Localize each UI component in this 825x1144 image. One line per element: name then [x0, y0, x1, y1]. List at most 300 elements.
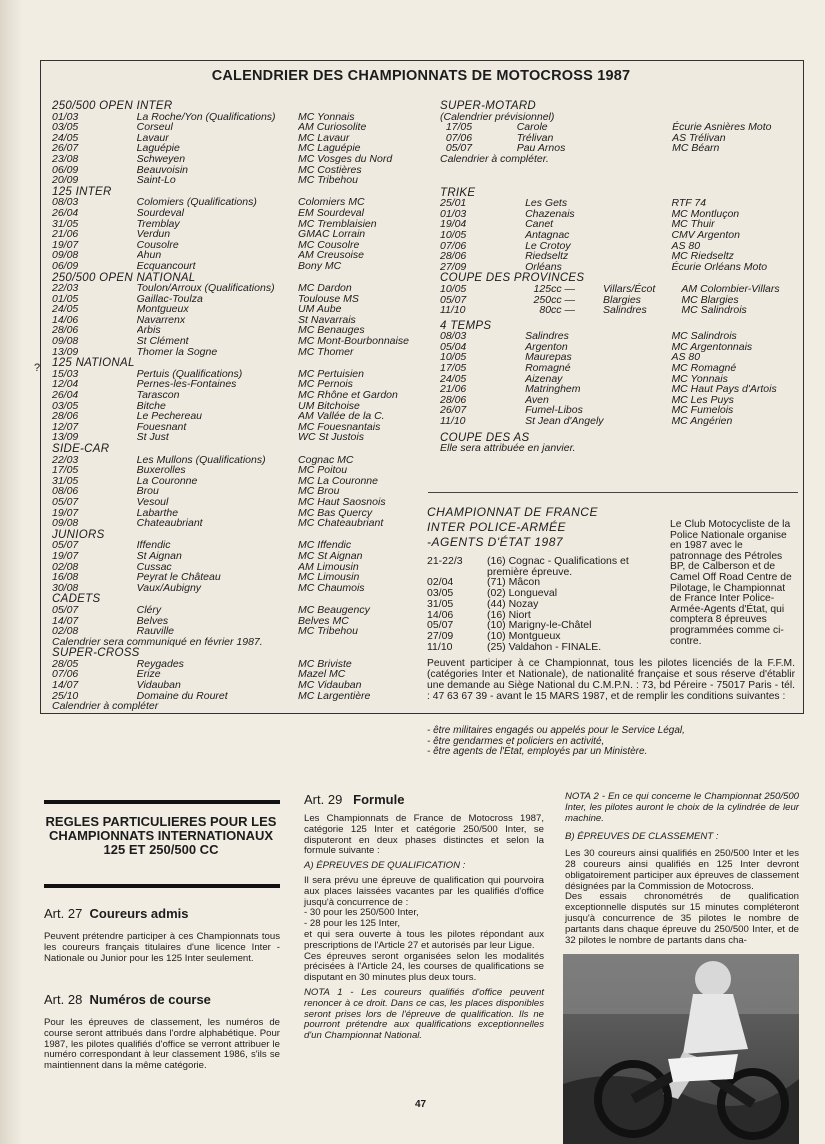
calendar-row: [52, 422, 424, 433]
rules-heading: REGLES PARTICULIERES POUR LES CHAMPIONNATS INTERNATIONAUX 125 ET 250/500 CC: [45, 814, 277, 857]
event-date: 05/07: [440, 293, 467, 306]
section-heading: 125 NATIONAL: [52, 357, 135, 370]
event-date: 13/09: [52, 431, 79, 444]
event-place: Riedseltz: [525, 250, 569, 263]
event-place: Saint-Lo: [136, 175, 176, 186]
calendar-row: [52, 401, 424, 412]
calendar-row: [52, 336, 424, 347]
police-event-place: (71) Mâcon: [487, 576, 541, 589]
event-club: MC Angérien: [671, 415, 733, 428]
event-place: Iffendic: [136, 540, 171, 551]
event-date: 08/03: [52, 196, 79, 209]
calendar-row: [52, 369, 424, 380]
event-club: MC Salindrois: [681, 304, 747, 317]
calendar-row: [440, 284, 800, 295]
calendar-row: [52, 616, 424, 627]
police-event-date: 27/09: [427, 629, 454, 642]
art27-number: Art. 27: [44, 906, 83, 921]
event-place: La Roche/Yon (Qualifications): [136, 111, 276, 123]
calendar-row: [52, 551, 424, 562]
art29-text-a: Il sera prévu une épreuve de qualification qui pourvoira aux places laissées vacantes par les qualifiés d'office jusqu'à concurrence de :: [304, 874, 544, 908]
event-place: La Couronne: [136, 475, 198, 487]
event-place: Trélivan: [516, 131, 554, 144]
calendar-row: [52, 659, 424, 670]
event-club: MC Pernois: [298, 379, 353, 391]
section-heading: 250/500 OPEN NATIONAL: [52, 271, 196, 284]
art29-column: [304, 814, 544, 1042]
calendar-row: [52, 540, 424, 551]
event-club: AM Creusoise: [298, 250, 364, 261]
event-club: MC Thomer: [298, 346, 354, 358]
event-club: UM Aube: [298, 304, 342, 315]
calendar-row: [52, 250, 424, 261]
event-date: 10/05: [440, 282, 467, 295]
event-date: 31/05: [52, 217, 79, 230]
event-club: MC Limousin: [298, 572, 360, 583]
event-date: 23/08: [52, 152, 79, 165]
art29-number: Art. 29: [304, 792, 343, 807]
event-club: MC Cousolre: [298, 239, 360, 251]
calendar-row: [52, 315, 424, 326]
police-organizer-text: Le Club Motocycliste de la Police Nationale organise en 1987 avec le patronnage des Pétroles BP, de Calberson et de Camel Off Road Centre de Pilotage, le Championnat de France Inter Police-Armée-Agents d'État, qui comptera 8 épreuves programmées comme ci-contre.: [670, 519, 792, 647]
calendar-row: [52, 133, 424, 144]
event-place: Montgueux: [136, 304, 189, 315]
police-event-date: 03/05: [427, 587, 454, 600]
event-place: Chazenais: [525, 207, 575, 220]
police-championship-title: [427, 505, 598, 550]
art27-text: Peuvent prétendre participer à ces Championnats tous les coureurs français titulaires d'une licence Inter - Nationale ou Junior pour les 125 Inter seulement.: [44, 931, 280, 964]
calendar-row: [440, 133, 800, 144]
calendar-row: [440, 405, 800, 416]
spacer: [440, 316, 800, 320]
event-place: Aven: [525, 393, 549, 406]
event-place: Lavaur: [136, 132, 169, 144]
event-club: MC Briviste: [298, 658, 352, 670]
police-event-place: (02) Longueval: [487, 587, 558, 600]
event-place: Fouesnant: [136, 421, 187, 433]
event-club: MC Chaumois: [298, 582, 365, 594]
calendar-row: [52, 411, 424, 422]
event-date: 09/08: [52, 249, 79, 262]
calendar-row: [440, 122, 800, 133]
police-event-row: [427, 599, 629, 610]
police-event-row: [427, 642, 629, 653]
event-date: 05/07: [52, 603, 79, 616]
event-club: Écurie Asnières Moto: [672, 121, 772, 134]
event-date: 05/04: [440, 340, 467, 353]
calendar-row: [440, 342, 800, 353]
event-date: 14/07: [52, 614, 79, 627]
event-date: 24/05: [52, 303, 79, 316]
motocross-rider-photo: [563, 954, 799, 1144]
art29-text-a3: Ces épreuves seront organisées selon les modalités précisées à l'Article 24, les courses de qualifications se disputant en 30 minutes plus deux tours.: [304, 950, 544, 984]
event-date: 25/10: [52, 689, 79, 702]
event-club: MC Costières: [298, 164, 362, 176]
event-club: RTF 74: [671, 197, 707, 210]
event-place: Reygades: [136, 658, 184, 670]
event-club: Belves MC: [298, 615, 349, 627]
calendar-row: [440, 262, 800, 273]
art29-sub-a: A) ÉPREUVES DE QUALIFICATION :: [304, 860, 466, 872]
event-club: MC Laguépie: [298, 143, 361, 154]
event-club: Toulouse MS: [298, 293, 359, 305]
event-place: St Jean d'Angely: [525, 415, 604, 428]
event-place: Pertuis (Qualifications): [136, 368, 243, 380]
event-date: 19/07: [52, 549, 79, 562]
event-club: MC Dardon: [298, 283, 352, 294]
event-club: MC Rhône et Gardon: [298, 390, 398, 401]
police-event-place: (16) Cognac - Qualifications et: [487, 555, 629, 567]
event-place: Beauvoisin: [136, 164, 189, 176]
condition-item: - être militaires engagés ou appelés pour le Service Légal,: [427, 725, 685, 736]
event-place: Arbis: [136, 325, 161, 337]
event-club: MC Fouesnantais: [298, 421, 381, 433]
event-place: Tarascon: [136, 390, 180, 401]
event-club: MC Thuir: [671, 218, 715, 231]
police-event-place: (10) Montgueux: [487, 629, 561, 642]
event-date: 09/08: [52, 517, 79, 530]
event-category: 80cc —: [539, 304, 575, 317]
art29-title: Formule: [353, 792, 405, 807]
event-date: 12/04: [52, 378, 79, 391]
section-divider: [428, 492, 798, 493]
section-subtitle: (Calendrier prévisionnel): [440, 110, 555, 123]
event-date: 13/09: [52, 345, 79, 358]
spacer: [440, 427, 800, 432]
event-place: Schweyen: [136, 153, 186, 165]
calendar-row: [52, 154, 424, 165]
event-place: Orléans: [525, 260, 562, 273]
calendar-row: [440, 395, 800, 406]
event-date: 01/05: [52, 292, 79, 305]
event-date: 24/05: [52, 131, 79, 144]
event-club: St Navarrais: [298, 314, 356, 326]
event-club: MC Brou: [298, 486, 340, 497]
event-club: MC Largentière: [298, 690, 371, 702]
sub-b-heading: B) ÉPREUVES DE CLASSEMENT :: [565, 831, 719, 843]
event-place: Thomer la Sogne: [136, 346, 218, 358]
police-title-line: -AGENTS D'ÉTAT 1987: [427, 535, 564, 549]
calendar-row: [52, 165, 424, 176]
calendar-row: [440, 416, 800, 427]
calendar-row: [52, 294, 424, 305]
calendar-row: [52, 562, 424, 573]
calendar-row: [440, 241, 800, 252]
event-category: 250cc —: [533, 293, 575, 306]
event-place: St Aignan: [136, 550, 182, 562]
calendar-row: [52, 283, 424, 294]
event-club: MC Blargies: [681, 293, 739, 306]
calendar-row: [52, 605, 424, 616]
event-date: 12/07: [52, 420, 79, 433]
event-place: Villars/Écot: [602, 282, 656, 295]
event-place: Maurepas: [525, 351, 572, 364]
event-place: Tremblay: [136, 218, 180, 230]
event-place: Vidauban: [136, 680, 181, 691]
event-club: MC Argentonnais: [671, 340, 753, 353]
page-number: 47: [415, 1099, 427, 1110]
event-date: 19/07: [52, 238, 79, 251]
calendar-row: [52, 572, 424, 583]
calendar-row: [52, 497, 424, 508]
event-place: Le Pechereau: [136, 411, 203, 422]
event-club: MC Béarn: [672, 142, 720, 155]
event-date: 26/04: [52, 206, 79, 219]
calendar-row: [52, 240, 424, 251]
calendar-row: [440, 209, 800, 220]
event-club: MC Haut Pays d'Artois: [671, 383, 777, 396]
event-place: Blargies: [602, 293, 641, 306]
event-club: AM Curiosolite: [298, 122, 367, 133]
police-event-place: (44) Nozay: [487, 597, 539, 610]
event-date: 10/05: [440, 351, 467, 364]
event-place: Carole: [516, 121, 548, 134]
calendar-row: [52, 476, 424, 487]
event-club: MC Salindrois: [671, 330, 737, 343]
event-place: Bitche: [136, 400, 166, 412]
event-club: Cognac MC: [298, 454, 354, 466]
calendar-row: [440, 230, 800, 241]
event-date: 02/08: [52, 625, 79, 638]
police-event-date: 14/06: [427, 608, 454, 621]
section-heading: SIDE-CAR: [52, 443, 110, 455]
event-club: UM Bitchoise: [298, 400, 360, 412]
calendar-row: [52, 229, 424, 240]
calendar-row: [52, 261, 424, 272]
calendar-row: [52, 379, 424, 390]
event-place: Pernes-les-Fontaines: [136, 379, 237, 391]
event-date: 20/09: [52, 174, 79, 187]
police-title-line: CHAMPIONNAT DE FRANCE: [427, 505, 598, 519]
event-date: 07/06: [52, 668, 79, 681]
event-place: Salindres: [602, 304, 647, 317]
event-place: Antagnac: [525, 228, 570, 241]
event-club: Colomiers MC: [298, 197, 365, 208]
event-club: AM Colombier-Villars: [681, 282, 780, 295]
event-place: Matringhem: [525, 383, 581, 396]
event-place: Vesoul: [136, 496, 169, 508]
event-club: MC Pertuisien: [298, 368, 364, 380]
event-date: 25/01: [440, 197, 467, 210]
section-heading: 250/500 OPEN INTER: [52, 100, 173, 112]
margin-question-mark: ?: [34, 362, 41, 374]
section-heading: JUNIORS: [52, 528, 105, 541]
event-club: MC La Couronne: [298, 475, 378, 487]
event-club: GMAC Lorrain: [298, 229, 366, 240]
calendar-row: [52, 680, 424, 691]
event-place: Aizenay: [525, 372, 563, 385]
section-note: Calendrier à compléter: [52, 700, 159, 713]
event-date: 17/05: [440, 121, 473, 134]
event-date: 28/06: [52, 410, 79, 423]
event-place: Laguépie: [136, 143, 180, 154]
police-conditions-list: [427, 726, 685, 758]
police-event-place: (10) Marigny-le-Châtel: [487, 619, 592, 632]
event-date: 30/08: [52, 581, 79, 594]
event-date: 10/05: [440, 228, 467, 241]
art29-intro: Les Championnats de France de Motocross 1987, catégorie 125 Inter et catégorie 250/500 Inter, se disputeront en deux phases distinctes et selon la formule suivante :: [304, 813, 544, 857]
art29-text-a2: et qui sera ouverte à tous les pilotes répondant aux prescriptions de l'Article 27 et autorisés par leur Ligue.: [304, 928, 544, 951]
event-date: 19/04: [440, 218, 467, 231]
section-heading: 4 TEMPS: [440, 319, 492, 332]
event-date: 03/05: [52, 121, 79, 134]
event-date: 26/07: [440, 404, 467, 417]
event-club: MC Tribehou: [298, 175, 358, 186]
calendar-row: [52, 175, 424, 186]
calendar-row: [52, 197, 424, 208]
event-club: MC Haut Saosnois: [298, 496, 386, 508]
text-b2: Des essais chronométrés de qualification exceptionnelle disputés sur 15 minutes compléteront jusqu'à concurrence de 35 pilotes le nombre de partants dans chaque épreuve du 250/500 Inter, et de 32 pilotes le nombre de partants dans cha-: [565, 891, 799, 946]
event-date: 31/05: [52, 474, 79, 487]
event-club: Mazel MC: [298, 669, 346, 681]
police-event-date: 11/10: [427, 640, 453, 653]
event-date: 07/06: [440, 131, 473, 144]
event-club: MC Tremblaisien: [298, 218, 377, 230]
event-place: Salindres: [525, 330, 569, 343]
event-place: Belves: [136, 615, 169, 627]
event-club: MC Benauges: [298, 325, 365, 337]
event-club: AS 80: [671, 239, 701, 252]
police-event-list: [427, 556, 629, 652]
calendar-title: CALENDRIER DES CHAMPIONNATS DE MOTOCROSS 1987: [211, 68, 631, 84]
section-heading: SUPER-CROSS: [52, 647, 140, 660]
event-date: 19/07: [52, 506, 79, 519]
event-club: MC Bas Quercy: [298, 507, 373, 519]
section-heading: COUPE DES PROVINCES: [440, 272, 585, 285]
event-club: AS 80: [671, 351, 701, 364]
event-club: MC Vidauban: [298, 680, 362, 691]
event-date: 21/06: [52, 228, 79, 241]
calendar-row: [52, 669, 424, 680]
event-club: MC Romagné: [671, 362, 737, 375]
event-club: MC Tribehou: [298, 626, 358, 637]
event-place: Domaine du Rouret: [136, 690, 228, 702]
calendar-row: [52, 518, 424, 529]
event-date: 09/08: [52, 335, 79, 348]
calendar-row: [440, 198, 800, 209]
event-place: Fumel-Libos: [525, 404, 583, 417]
condition-item: - être gendarmes et policiers en activité,: [427, 735, 605, 747]
police-title-line: INTER POLICE-ARMÉE: [427, 520, 567, 534]
event-place: Peyrat le Château: [136, 572, 221, 583]
event-place: Ahun: [136, 250, 162, 261]
event-club: MC Riedseltz: [671, 250, 734, 263]
calendar-row: [52, 304, 424, 315]
event-place: Pau Arnos: [516, 142, 566, 155]
event-category: 125cc —: [533, 282, 575, 295]
event-date: 06/09: [52, 259, 79, 272]
event-club: MC Mont-Bourbonnaise: [298, 336, 409, 347]
event-date: 01/03: [440, 207, 467, 220]
event-date: 22/03: [52, 282, 79, 295]
rules-bottom-rule: [44, 884, 280, 888]
event-place: Canet: [525, 218, 554, 231]
column-three-text: [565, 792, 799, 946]
section-heading: CADETS: [52, 593, 101, 606]
art28-title: Numéros de course: [89, 992, 211, 1007]
event-date: 26/07: [52, 142, 79, 155]
event-date: 05/07: [440, 142, 473, 155]
event-date: 14/07: [52, 679, 79, 692]
event-date: 24/05: [440, 372, 467, 385]
event-club: MC Iffendic: [298, 540, 352, 551]
event-date: 26/04: [52, 389, 79, 402]
condition-item: - être agents de l'État, employés par un Ministère.: [427, 746, 648, 758]
event-date: 05/07: [52, 495, 79, 508]
event-club: CMV Argenton: [671, 228, 740, 241]
event-club: AM Vallée de la C.: [298, 411, 385, 422]
event-date: 05/07: [52, 539, 79, 552]
calendar-row: [52, 347, 424, 358]
event-club: MC Montluçon: [671, 207, 740, 220]
event-date: 11/10: [440, 415, 466, 428]
event-club: MC Chateaubriant: [298, 518, 384, 529]
rules-top-rule: [44, 800, 280, 804]
art28-number: Art. 28: [44, 992, 83, 1007]
event-place: Argenton: [525, 340, 568, 353]
event-place: Rauville: [136, 626, 174, 637]
section-heading: COUPE DES AS: [440, 431, 530, 444]
calendar-row: [52, 455, 424, 466]
art29-list-item: - 30 pour les 250/500 Inter,: [304, 907, 419, 919]
event-date: 28/06: [440, 393, 467, 406]
art27-heading: [44, 906, 189, 921]
event-date: 07/06: [440, 239, 467, 252]
calendar-row: [440, 352, 800, 363]
section-note: Calendrier à compléter.: [440, 152, 549, 165]
event-date: 06/09: [52, 163, 79, 176]
event-date: 28/06: [440, 250, 467, 263]
event-place: Brou: [136, 486, 159, 497]
section-note: Elle sera attribuée en janvier.: [440, 442, 576, 455]
event-place: Sourdeval: [136, 207, 184, 219]
event-place: St Just: [136, 432, 169, 443]
event-place: Les Mullons (Qualifications): [136, 454, 266, 466]
event-date: 21/06: [440, 383, 467, 396]
calendar-row: [52, 486, 424, 497]
event-date: 28/06: [52, 324, 79, 337]
calendar-row: [52, 465, 424, 476]
event-place: Cousolre: [136, 239, 179, 251]
event-place: Labarthe: [136, 507, 179, 519]
calendar-row: [52, 325, 424, 336]
calendar-row: [440, 305, 800, 316]
event-club: MC Beaugency: [298, 604, 370, 616]
event-place: Corseul: [136, 122, 173, 133]
event-club: MC Poitou: [298, 465, 348, 476]
event-date: 22/03: [52, 453, 79, 466]
event-place: Buxerolles: [136, 465, 186, 476]
event-club: Bony MC: [298, 260, 342, 272]
calendar-row: [52, 508, 424, 519]
event-date: 27/09: [440, 260, 467, 273]
calendar-row: [52, 390, 424, 401]
event-place: Toulon/Arroux (Qualifications): [136, 283, 275, 294]
calendar-row: [440, 219, 800, 230]
event-date: 03/05: [52, 399, 79, 412]
event-club: MC St Aignan: [298, 550, 363, 562]
event-date: 17/05: [440, 362, 467, 375]
event-place: Cussac: [136, 561, 172, 573]
event-club: MC Fumelois: [671, 404, 734, 417]
section-heading: 125 INTER: [52, 185, 112, 198]
event-date: 01/03: [52, 110, 79, 123]
art28-heading: [44, 992, 211, 1007]
text-b: Les 30 coureurs ainsi qualifiés en 250/500 Inter et les 28 coureurs ainsi qualifiés en 125 Inter devront obligatoirement participer aux épreuves de classement désignées par la Commission de Motocross.: [565, 848, 799, 892]
event-place: Gaillac-Toulza: [136, 293, 203, 305]
calendar-row: [52, 143, 424, 154]
event-date: 16/08: [52, 571, 79, 584]
